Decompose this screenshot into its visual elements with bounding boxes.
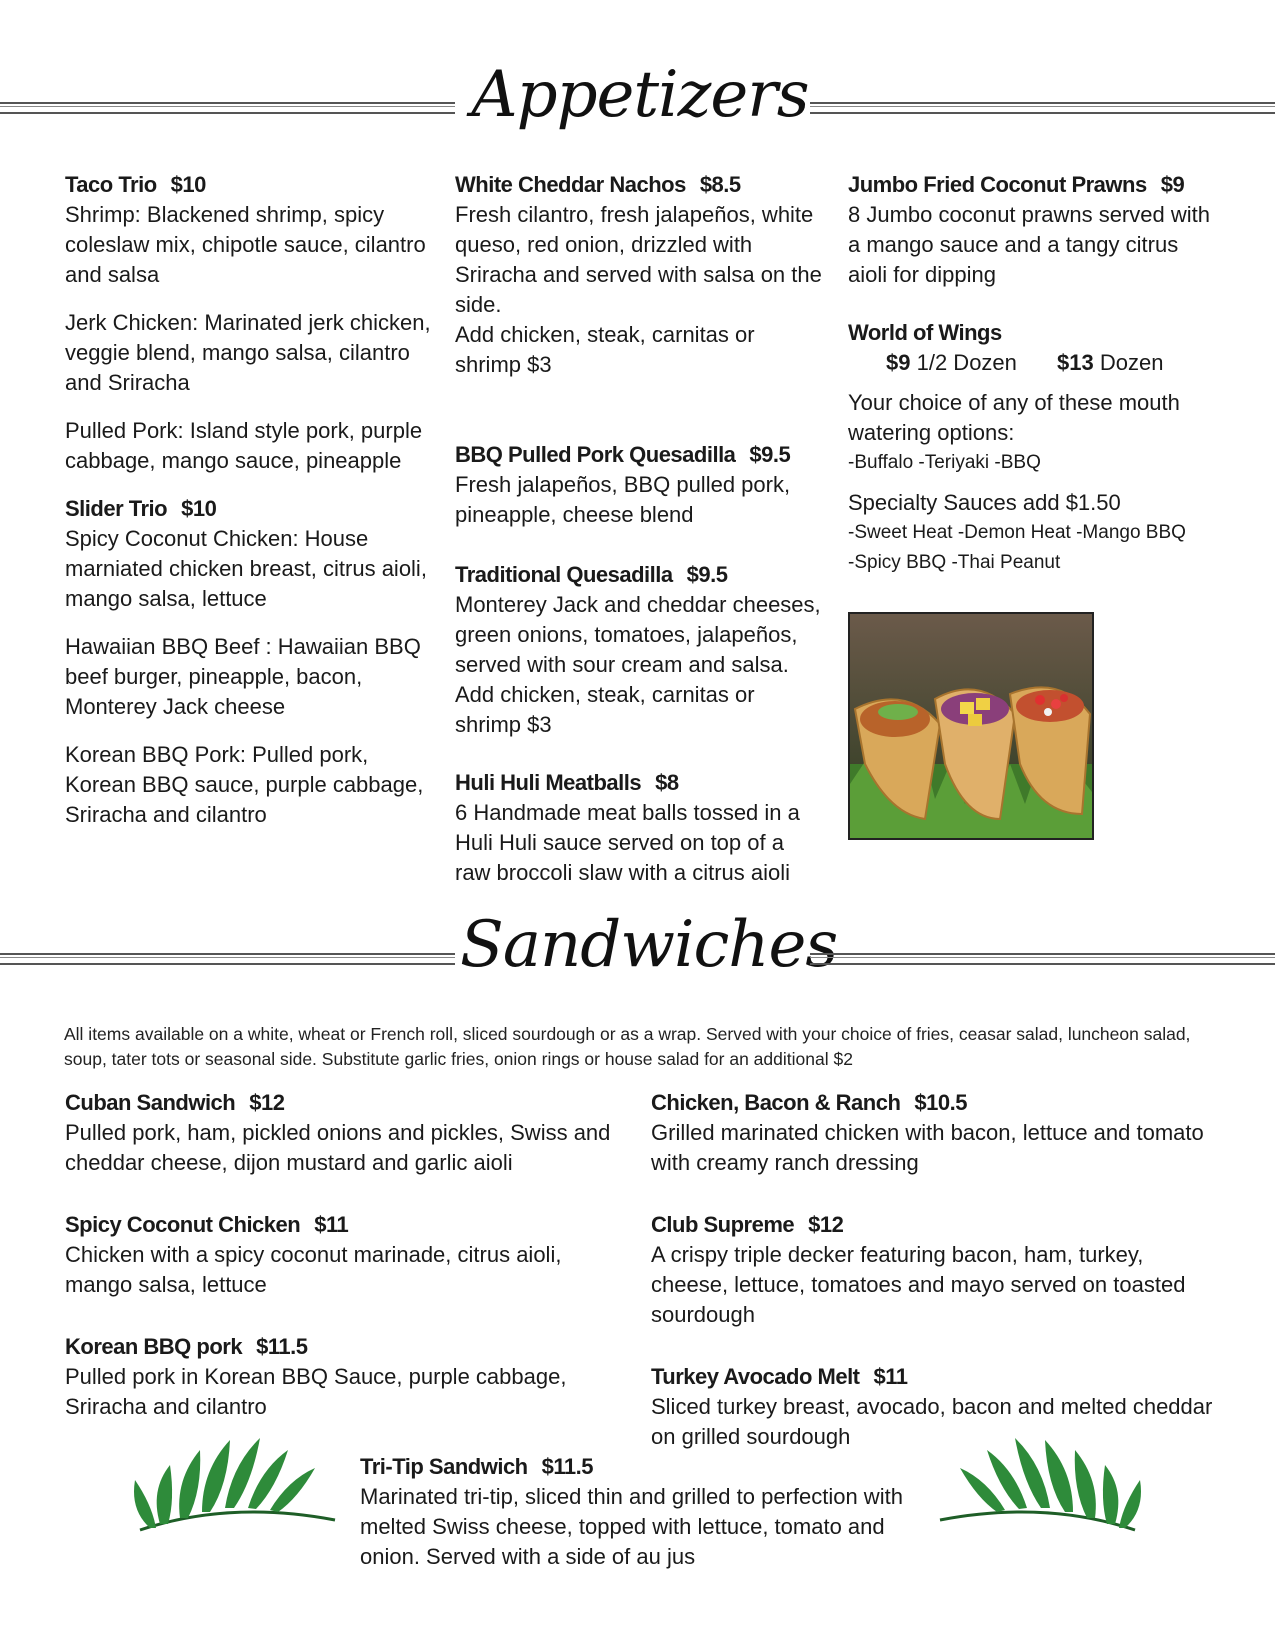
item-price: $10 — [170, 172, 206, 197]
taco-photo-illustration — [850, 614, 1092, 838]
sandwiches-column-center — [360, 1452, 920, 1590]
sandwiches-title: Sandwiches — [460, 908, 838, 982]
palm-leaf-icon — [935, 1420, 1145, 1540]
taco-option-pulled-pork: Pulled Pork: Island style pork, purple cabbage, mango sauce, pineapple — [65, 418, 423, 473]
wings-half-label: 1/2 Dozen — [916, 350, 1017, 375]
appetizers-rule-left — [0, 102, 455, 114]
item-price: $12 — [249, 1090, 285, 1115]
taco-option-shrimp: Shrimp: Blackened shrimp, spicy coleslaw mix, chipotle sauce, cilantro and salsa — [65, 202, 426, 287]
item-description: A crispy triple decker featuring bacon, ham, turkey, cheese, lettuce, tomatoes and mayo served on toasted sourdough — [651, 1242, 1186, 1327]
item-name: Huli Huli Meatballs — [455, 770, 642, 795]
item-price: $9.5 — [686, 562, 728, 587]
wings-dozen-price: $13 — [1057, 350, 1094, 375]
menu-item-traditional-quesadilla — [455, 560, 825, 740]
appetizers-column-3 — [848, 170, 1218, 596]
wings-prices — [848, 348, 1218, 378]
item-addon: Add chicken, steak, carnitas or shrimp $3 — [455, 682, 755, 737]
slider-option-hawaiian-bbq-beef: Hawaiian BBQ Beef : Hawaiian BBQ beef burger, pineapple, bacon, Monterey Jack cheese — [65, 634, 421, 719]
menu-item-cuban-sandwich — [65, 1088, 625, 1178]
menu-item-world-of-wings — [848, 318, 1218, 578]
item-name: Club Supreme — [651, 1212, 795, 1237]
item-description: Pulled pork, ham, pickled onions and pickles, Swiss and cheddar cheese, dijon mustard and garlic aioli — [65, 1120, 611, 1175]
item-addon: Add chicken, steak, carnitas or shrimp $3 — [455, 322, 755, 377]
item-description: Sliced turkey breast, avocado, bacon and melted cheddar on grilled sourdough — [651, 1394, 1213, 1449]
item-price: $8 — [655, 770, 679, 795]
item-name: Jumbo Fried Coconut Prawns — [848, 172, 1147, 197]
item-price: $9 — [1160, 172, 1185, 197]
menu-item-tri-tip-sandwich — [360, 1452, 920, 1572]
item-name: Cuban Sandwich — [65, 1090, 236, 1115]
menu-item-slider-trio — [65, 494, 440, 830]
item-price: $10 — [181, 496, 217, 521]
item-name: Traditional Quesadilla — [455, 562, 673, 587]
item-price: $11.5 — [541, 1454, 593, 1479]
wings-options: -Buffalo -Teriyaki -BBQ — [848, 452, 1041, 473]
sandwiches-column-left — [65, 1088, 625, 1440]
taco-option-jerk-chicken: Jerk Chicken: Marinated jerk chicken, veggie blend, mango salsa, cilantro and Sriracha — [65, 310, 431, 395]
sandwiches-intro: All items available on a white, wheat or French roll, sliced sourdough or as a wrap. Served with your choice of fries, ceasar salad, luncheon salad, soup, tater tots or seasonal side. Substitute garlic fries, onion rings or house salad for an additional $2 — [64, 1024, 1191, 1069]
item-name: World of Wings — [848, 320, 1002, 345]
menu-item-korean-bbq-pork — [65, 1332, 625, 1422]
item-description: Marinated tri-tip, sliced thin and grilled to perfection with melted Swiss cheese, topped with lettuce, tomato and onion. Served with a side of au jus — [360, 1484, 903, 1569]
menu-item-bbq-quesadilla — [455, 440, 825, 530]
item-name: Spicy Coconut Chicken — [65, 1212, 301, 1237]
item-name: BBQ Pulled Pork Quesadilla — [455, 442, 736, 467]
item-name: Korean BBQ pork — [65, 1334, 243, 1359]
item-name: Chicken, Bacon & Ranch — [651, 1090, 901, 1115]
menu-item-taco-trio — [65, 170, 440, 476]
appetizers-column-1 — [65, 170, 440, 848]
wings-specialty-text: Specialty Sauces add $1.50 — [848, 490, 1121, 515]
sandwiches-rule-right — [810, 953, 1275, 965]
item-name: White Cheddar Nachos — [455, 172, 686, 197]
menu-item-club-supreme — [651, 1210, 1216, 1330]
menu-item-meatballs — [455, 768, 825, 888]
item-price: $11 — [873, 1364, 908, 1389]
menu-item-chicken-bacon-ranch — [651, 1088, 1216, 1178]
item-price: $8.5 — [699, 172, 741, 197]
taco-photo — [848, 612, 1094, 840]
wings-specialty-line-1: -Sweet Heat -Demon Heat -Mango BBQ — [848, 522, 1186, 543]
item-price: $10.5 — [914, 1090, 967, 1115]
item-name: Taco Trio — [65, 172, 157, 197]
item-description: 8 Jumbo coconut prawns served with a mango sauce and a tangy citrus aioli for dipping — [848, 202, 1210, 287]
item-description: Fresh cilantro, fresh jalapeños, white queso, red onion, drizzled with Sriracha and served with salsa on the side. — [455, 202, 822, 317]
wings-specialty-line-2: -Spicy BBQ -Thai Peanut — [848, 552, 1061, 573]
slider-option-coconut-chicken: Spicy Coconut Chicken: House marniated chicken breast, citrus aioli, mango salsa, lettuce — [65, 526, 427, 611]
wings-choice-text: Your choice of any of these mouth watering options: — [848, 390, 1180, 445]
item-description: Fresh jalapeños, BBQ pulled pork, pineapple, cheese blend — [455, 472, 791, 527]
appetizers-title: Appetizers — [471, 58, 809, 132]
item-price: $11 — [314, 1212, 349, 1237]
palm-leaf-icon — [130, 1420, 340, 1540]
slider-option-korean-bbq-pork: Korean BBQ Pork: Pulled pork, Korean BBQ sauce, purple cabbage, Sriracha and cilantro — [65, 742, 424, 827]
item-description: 6 Handmade meat balls tossed in a Huli Huli sauce served on top of a raw broccoli slaw with a citrus aioli — [455, 800, 800, 885]
item-price: $11.5 — [256, 1334, 308, 1359]
item-description: Monterey Jack and cheddar cheeses, green onions, tomatoes, jalapeños, served with sour cream and salsa. — [455, 592, 821, 677]
menu-item-spicy-coconut-chicken — [65, 1210, 625, 1300]
wings-half-price: $9 — [886, 350, 911, 375]
appetizers-rule-right — [810, 102, 1275, 114]
item-name: Tri-Tip Sandwich — [360, 1454, 528, 1479]
item-name: Turkey Avocado Melt — [651, 1364, 860, 1389]
sandwiches-rule-left — [0, 953, 455, 965]
item-name: Slider Trio — [65, 496, 168, 521]
sandwiches-column-right — [651, 1088, 1216, 1470]
menu-item-nachos — [455, 170, 825, 380]
item-price: $9.5 — [749, 442, 791, 467]
item-description: Chicken with a spicy coconut marinade, citrus aioli, mango salsa, lettuce — [65, 1242, 562, 1297]
menu-item-coconut-prawns — [848, 170, 1218, 290]
item-price: $12 — [808, 1212, 844, 1237]
item-description: Grilled marinated chicken with bacon, lettuce and tomato with creamy ranch dressing — [651, 1120, 1204, 1175]
item-description: Pulled pork in Korean BBQ Sauce, purple cabbage, Sriracha and cilantro — [65, 1364, 567, 1419]
appetizers-column-2 — [455, 170, 825, 906]
wings-dozen-label: Dozen — [1099, 350, 1164, 375]
